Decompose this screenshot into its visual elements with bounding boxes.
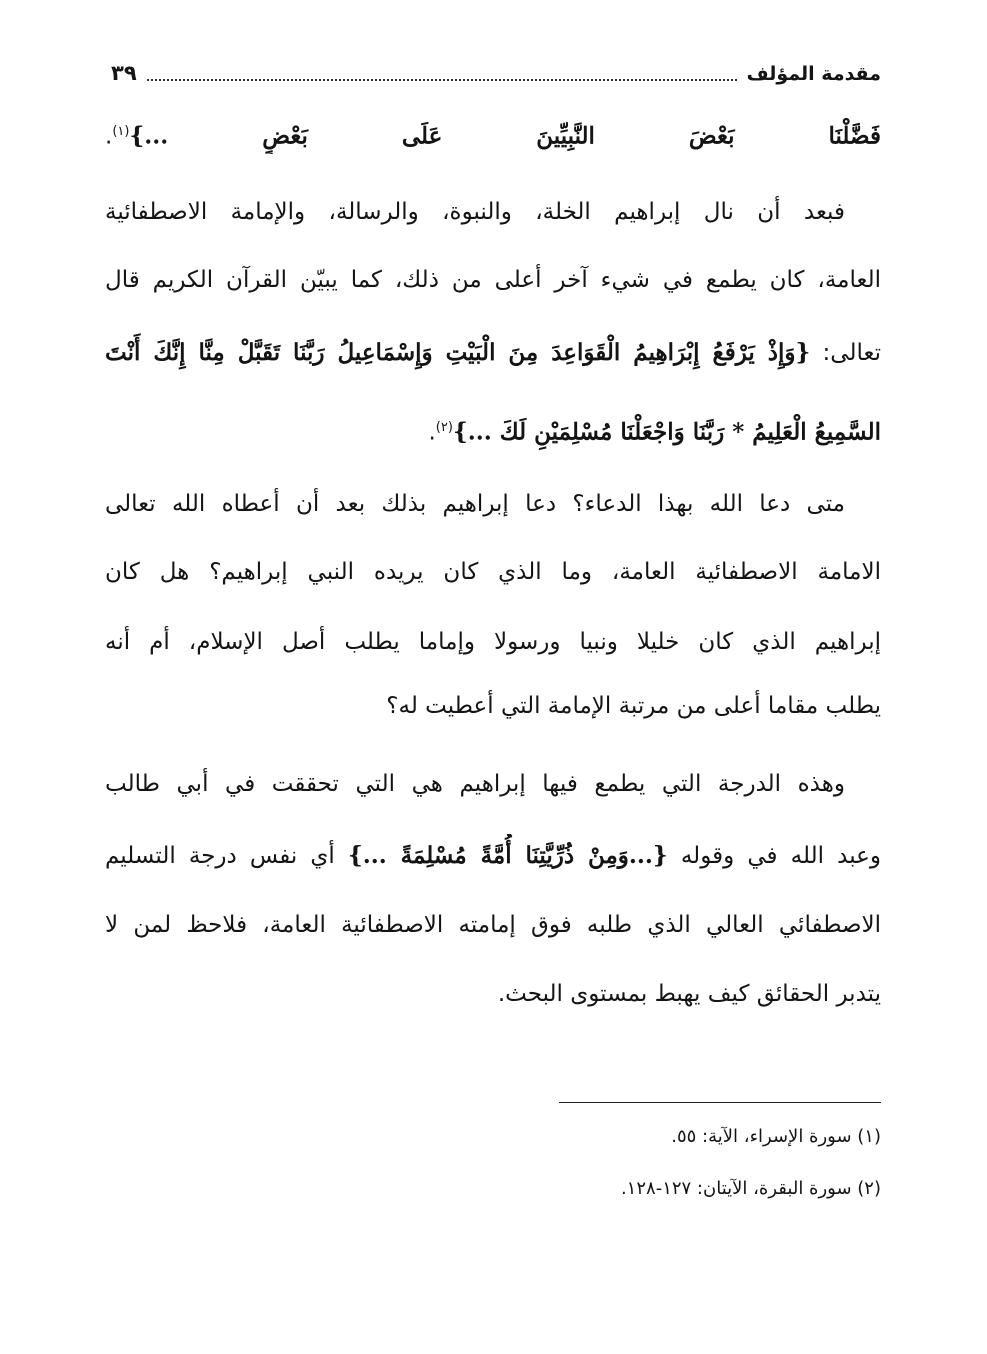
line-lead: تعالى: <box>810 340 881 366</box>
quran-quote: السَّمِيعُ الْعَلِيمُ * رَبَّنَا وَاجْعَلْنَا مُسْلِمَيْنِ لَكَ ...} <box>452 418 881 446</box>
quran-quote: فَضَّلْنَا بَعْضَ النَّبِيِّينَ عَلَى بَعْضٍ ...} <box>129 122 881 150</box>
footnote-separator <box>559 1102 881 1103</box>
text-line-3: العامة، كان يطمع في شيء آخر أعلى من ذلك، كما يبيّن القرآن الكريم قال <box>105 267 881 293</box>
footnote-1: (١) سورة الإسراء، الآية: ٥٥. <box>671 1126 881 1147</box>
text-line-6: متى دعا الله بهذا الدعاء؟ دعا إبراهيم بذلك بعد أن أعطاه الله تعالى <box>105 491 845 517</box>
text-line-12: الاصطفائي العالي الذي طلبه فوق إمامته الاصطفائية العامة، فلاحظ لمن لا <box>105 912 881 938</box>
quran-quote: {...وَمِنْ ذُرِّيَّتِنَا أُمَّةً مُسْلِمَةً ...} <box>347 842 668 869</box>
text-line-4 <box>105 331 881 375</box>
quran-quote: {وَإِذْ يَرْفَعُ إِبْرَاهِيمُ الْقَوَاعِدَ مِنَ الْبَيْتِ وَإِسْمَاعِيلُ رَبَّنَا تَقَبَّلْ مِنَّا إِنَّكَ أَنْتَ <box>105 339 811 366</box>
line-lead: وعبد الله في وقوله <box>667 843 881 869</box>
text-line-10: وهذه الدرجة التي يطمع فيها إبراهيم هي التي تحققت في أبي طالب <box>105 771 845 797</box>
page-number: ٣٩ <box>111 61 137 85</box>
text-line-9: يطلب مقاما أعلى من مرتبة الإمامة التي أعطيت له؟ <box>386 693 881 719</box>
dotted-leader <box>147 78 737 81</box>
footnote-2: (٢) سورة البقرة، الآيتان: ١٢٧-١٢٨. <box>620 1178 881 1199</box>
line-tail: أي نفس درجة التسليم <box>105 843 348 869</box>
running-head <box>111 44 881 84</box>
text-line-7: الامامة الاصطفائية العامة، وما الذي كان يريده النبي إبراهيم؟ هل كان <box>105 559 881 585</box>
line-tail: . <box>428 419 436 446</box>
footnote-ref: (١) <box>112 124 130 139</box>
text-line-13: يتدبر الحقائق كيف يهبط بمستوى البحث. <box>497 981 881 1007</box>
running-head-title: مقدمة المؤلف <box>746 63 881 85</box>
footnote-ref: (٢) <box>435 420 453 435</box>
text-line-1 <box>105 110 881 154</box>
line-tail: . <box>105 123 113 150</box>
text-line-2: فبعد أن نال إبراهيم الخلة، والنبوة، والرسالة، والإمامة الاصطفائية <box>105 199 845 225</box>
text-line-8: إبراهيم الذي كان خليلا ونبيا ورسولا وإماما يطلب أصل الإسلام، أم أنه <box>105 629 881 655</box>
text-line-11 <box>105 834 881 878</box>
text-line-5 <box>105 406 881 450</box>
